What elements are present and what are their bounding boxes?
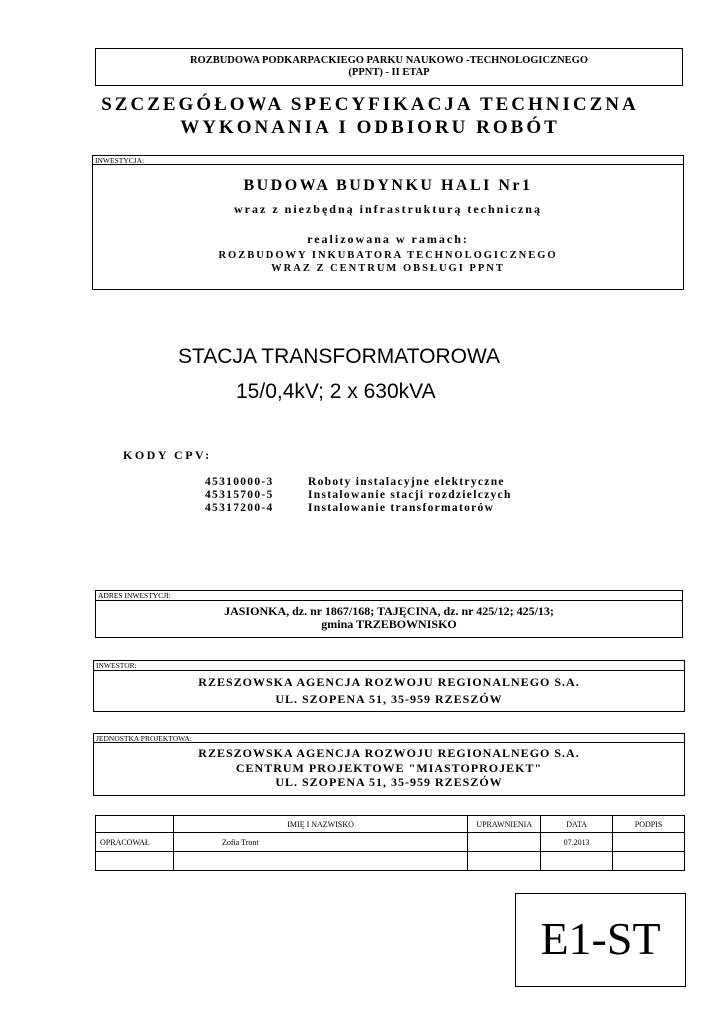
investment-line-1: ROZBUDOWY INKUBATORA TECHNOLOGICZNEGO xyxy=(218,250,558,261)
spec-title-line-1: SZCZEGÓŁOWA SPECYFIKACJA TECHNICZNA xyxy=(101,94,639,115)
design-unit-line-3: UL. SZOPENA 51, 35-959 RZESZÓW xyxy=(275,775,503,789)
design-unit-line-2: CENTRUM PROJEKTOWE "MIASTOPROJEKT" xyxy=(235,760,543,775)
project-header-line-1: ROZBUDOWA PODKARPACKIEGO PARKU NAUKOWO -TECHNOLOGICZNEGO xyxy=(189,55,589,66)
name-cell: Zofia Tront xyxy=(173,833,467,852)
cpv-item xyxy=(205,489,512,502)
investment-box xyxy=(92,164,684,290)
project-header-box xyxy=(95,48,683,86)
investment-label: INWESTYCJA: xyxy=(92,155,684,165)
investor-line-2: UL. SZOPENA 51, 35-959 RZESZÓW xyxy=(275,692,503,706)
station-title-line-1: STACJA TRANSFORMATOROWA xyxy=(178,345,501,368)
spec-title xyxy=(40,93,700,139)
project-header-line-2: (PPNT) - II ETAP xyxy=(348,67,430,78)
investment-title: BUDOWA BUDYNKU HALI Nr1 xyxy=(243,177,533,194)
cpv-item xyxy=(205,476,505,489)
date-cell: 07.2013 xyxy=(541,833,613,852)
investor-label: INWESTOR: xyxy=(93,660,685,670)
station-title-line-2: 15/0,4kV; 2 x 630kVA xyxy=(236,380,436,403)
address-label: ADRES INWESTYCJI: xyxy=(95,590,683,600)
design-unit-label: JEDNOSTKA PROJEKTOWA: xyxy=(93,733,685,743)
header-cell-name: IMIĘ I NAZWISKO xyxy=(173,816,467,833)
cpv-description: Instalowanie transformatorów xyxy=(308,502,495,514)
table-row xyxy=(96,833,685,852)
cpv-code: 45310000-3 xyxy=(205,476,274,488)
signature-cell xyxy=(613,852,685,871)
design-unit-line-1: RZESZOWSKA AGENCJA ROZWOJU REGIONALNEGO S.A. xyxy=(198,746,580,760)
cpv-item xyxy=(205,502,494,515)
cpv-heading: KODY CPV: xyxy=(123,448,212,462)
address-box xyxy=(95,600,683,638)
document-code: E1-ST xyxy=(515,893,686,987)
address-line-1: JASIONKA, dz. nr 1867/168; TAJĘCINA, dz. nr 425/12; 425/13; xyxy=(224,604,554,618)
license-cell xyxy=(468,852,541,871)
signature-cell xyxy=(613,833,685,852)
cpv-code: 45315700-5 xyxy=(205,489,274,501)
role-cell xyxy=(96,852,174,871)
investor-line-1: RZESZOWSKA AGENCJA ROZWOJU REGIONALNEGO S.A. xyxy=(198,675,580,689)
license-cell xyxy=(468,833,541,852)
design-unit-box xyxy=(93,742,685,796)
header-cell-license: UPRAWNIENIA xyxy=(468,816,541,833)
table-row xyxy=(96,852,685,871)
cpv-description: Instalowanie stacji rozdzielczych xyxy=(308,489,512,501)
address-line-2: gmina TRZEBOWNISKO xyxy=(321,617,457,631)
header-cell-signature: PODPIS xyxy=(613,816,685,833)
spec-title-line-2: WYKONANIA I ODBIORU ROBÓT xyxy=(180,117,560,138)
date-cell xyxy=(541,852,613,871)
investor-box xyxy=(93,670,685,712)
investment-realized: realizowana w ramach: xyxy=(307,232,469,246)
investment-subtitle: wraz z niezbędną infrastrukturą techniczną xyxy=(234,202,542,216)
table-header-row xyxy=(96,816,685,833)
role-cell: OPRACOWAŁ xyxy=(96,833,174,852)
header-cell-date: DATA xyxy=(541,816,613,833)
investment-line-2: WRAZ Z CENTRUM OBSŁUGI PPNT xyxy=(271,263,505,274)
cpv-description: Roboty instalacyjne elektryczne xyxy=(308,476,505,488)
name-cell xyxy=(173,852,467,871)
signature-table xyxy=(95,815,685,871)
cpv-code: 45317200-4 xyxy=(205,502,274,514)
header-cell-role xyxy=(96,816,174,833)
